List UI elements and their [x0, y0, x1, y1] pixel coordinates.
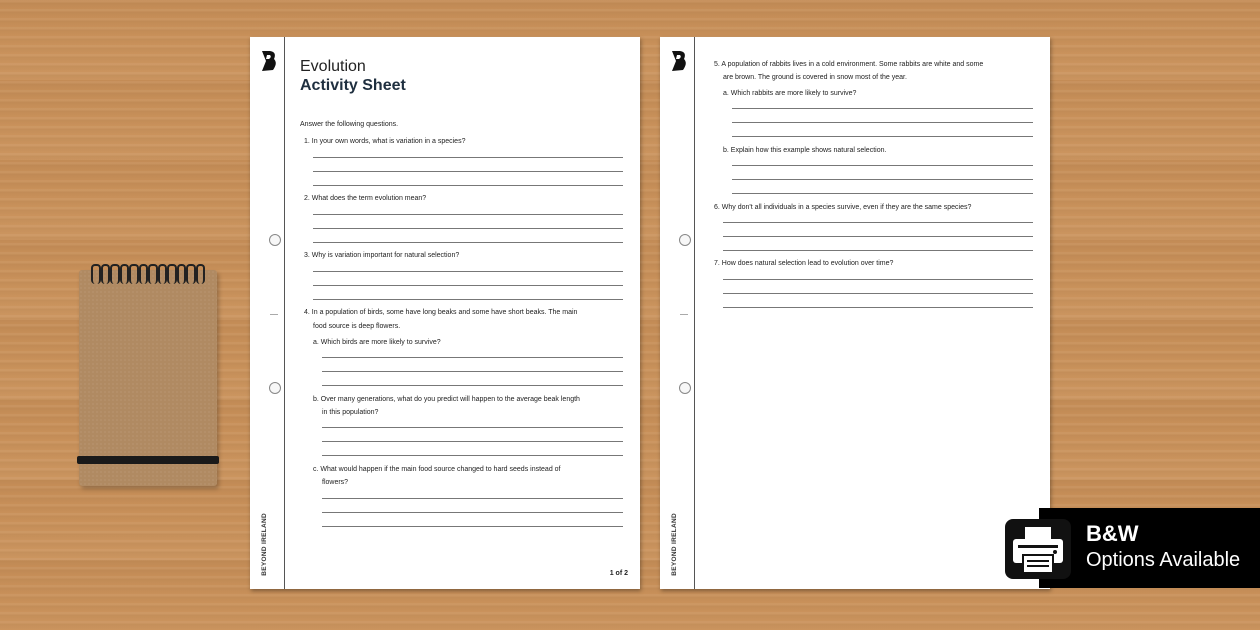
answer-line[interactable] [732, 136, 1033, 137]
answer-line[interactable] [313, 242, 623, 243]
answer-line[interactable] [322, 441, 623, 442]
badge-title: B&W [1086, 521, 1139, 546]
punch-hole [679, 234, 691, 246]
answer-line[interactable] [313, 171, 623, 172]
question-4-cont: food source is deep flowers. [313, 323, 401, 330]
page-number: 1 of 2 [609, 570, 628, 577]
fold-mark [270, 314, 278, 315]
question-4c-cont: flowers? [322, 479, 349, 486]
question-5: 5. A population of rabbits lives in a cold environment. Some rabbits are white and some [714, 61, 984, 68]
answer-line[interactable] [322, 427, 623, 428]
answer-line[interactable] [313, 185, 623, 186]
answer-line[interactable] [732, 122, 1033, 123]
worksheet-page-1 [250, 37, 640, 589]
brand-label: BEYOND IRELAND [671, 513, 678, 576]
question-3: 3. Why is variation important for natural selection? [304, 252, 460, 259]
question-5a: a. Which rabbits are more likely to survive? [723, 90, 857, 97]
question-6: 6. Why don't all individuals in a species survive, even if they are the same species? [714, 204, 972, 211]
question-5b: b. Explain how this example shows natural selection. [723, 147, 887, 154]
answer-line[interactable] [322, 385, 623, 386]
answer-line[interactable] [723, 279, 1033, 280]
instructions: Answer the following questions. [300, 121, 399, 128]
beyond-logo-icon [259, 49, 279, 73]
fold-mark [680, 314, 688, 315]
question-4a: a. Which birds are more likely to survive? [313, 339, 441, 346]
answer-line[interactable] [322, 455, 623, 456]
answer-line[interactable] [732, 108, 1033, 109]
punch-hole [269, 234, 281, 246]
printer-icon [1005, 519, 1071, 579]
question-4: 4. In a population of birds, some have long beaks and some have short beaks. The main [304, 309, 578, 316]
answer-line[interactable] [322, 371, 623, 372]
punch-hole [679, 382, 691, 394]
title-evolution: Evolution [300, 58, 366, 75]
question-2: 2. What does the term evolution mean? [304, 195, 427, 202]
notebook-spiral [91, 264, 205, 284]
margin-line [284, 37, 285, 589]
punch-hole [269, 382, 281, 394]
answer-line[interactable] [313, 228, 623, 229]
answer-line[interactable] [723, 222, 1033, 223]
answer-line[interactable] [313, 157, 623, 158]
beyond-logo-icon [669, 49, 689, 73]
answer-line[interactable] [313, 271, 623, 272]
answer-line[interactable] [322, 498, 623, 499]
question-7: 7. How does natural selection lead to evolution over time? [714, 260, 894, 267]
answer-line[interactable] [732, 165, 1033, 166]
question-4b-cont: in this population? [322, 409, 379, 416]
brand-label: BEYOND IRELAND [261, 513, 268, 576]
answer-line[interactable] [322, 357, 623, 358]
answer-line[interactable] [313, 214, 623, 215]
question-4c: c. What would happen if the main food source changed to hard seeds instead of [313, 466, 561, 473]
answer-line[interactable] [322, 512, 623, 513]
answer-line[interactable] [313, 285, 623, 286]
notebook-band [77, 456, 219, 464]
notebook-image [79, 270, 217, 486]
answer-line[interactable] [723, 293, 1033, 294]
question-1: 1. In your own words, what is variation in a species? [304, 138, 466, 145]
answer-line[interactable] [732, 193, 1033, 194]
worksheet-page-2 [660, 37, 1050, 589]
question-5-cont: are brown. The ground is covered in snow most of the year. [723, 74, 907, 81]
question-4b: b. Over many generations, what do you predict will happen to the average beak length [313, 396, 580, 403]
answer-line[interactable] [732, 179, 1033, 180]
answer-line[interactable] [723, 307, 1033, 308]
bw-options-badge [1039, 508, 1260, 588]
margin-line [694, 37, 695, 589]
answer-line[interactable] [313, 299, 623, 300]
badge-subtitle: Options Available [1086, 549, 1241, 571]
title-activity-sheet: Activity Sheet [300, 77, 406, 94]
answer-line[interactable] [723, 236, 1033, 237]
answer-line[interactable] [322, 526, 623, 527]
answer-line[interactable] [723, 250, 1033, 251]
printer-icon-box [1005, 519, 1071, 579]
